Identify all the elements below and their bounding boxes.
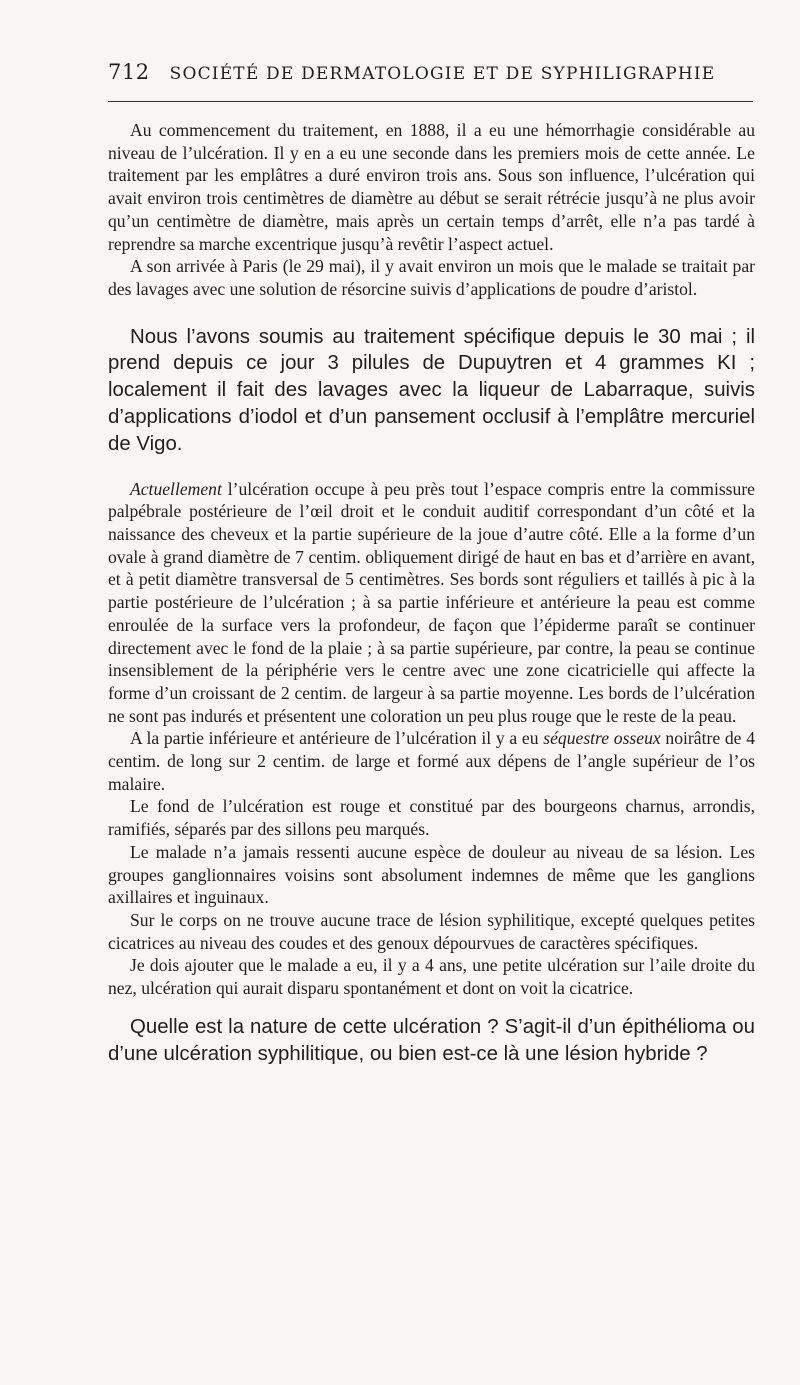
paragraph-sequestrum <box>108 727 755 795</box>
paragraph-ulcer-floor: Le fond de l’ulcération est rouge et constitué par des bourgeons charnus, arrondis, ramifiés, séparés par des sillons peu marqués. <box>108 796 755 840</box>
paragraph-current-state-text: l’ulcération occupe à peu près tout l’espace compris entre la commissure palpébrale postérieure de l’œil droit et le conduit auditif correspondant d’un côté et la naissance des cheveux et la partie supérieure de la joue d’autre côté. Elle a la forme d’un ovale à grand diamètre de 7 centim. obliquement dirigé de haut en bas et d’arrière en avant, et à petit diamètre transversal de 5 centimètres. Ses bords sont réguliers et taillés à pic à la partie postérieure de l’ulcération ; à sa partie inférieure et antérieure la peau est comme enroulée de la surface vers la profondeur, de façon que l’épiderme paraît se continuer directement avec le fond de la plaie ; à sa partie supérieure, par contre, la peau se continue insensiblement de la périphérie vers le centre avec une zone cicatricielle qui affecte la forme d’un croissant de 2 centim. de largeur à sa partie moyenne. Les bords de l’ulcération ne sont pas indurés et présentent une coloration un peu plus rouge que le reste de la peau. <box>108 478 755 726</box>
paragraph-specific-treatment: Nous l’avons soumis au traitement spécifique depuis le 30 mai ; il prend depuis ce jour 3 pilules de Dupuytren et 4 grammes KI ; localement il fait des lavages avec la liqueur de Labarraque, suivis d’applications d’iodol et d’un pansement occlusif à l’emplâtre mercuriel de Vigo. <box>108 325 755 455</box>
sequestrum-text-b: noirâtre de 4 centim. de long sur 2 centim. de large et formé aux dépens de l’angle supérieur de l’os malaire. <box>108 728 755 794</box>
sequestrum-term: séquestre osseux <box>543 728 661 749</box>
body-text <box>108 119 755 1067</box>
paragraph-question: Quelle est la nature de cette ulcération ? S’agit-il d’un épithélioma ou d’une ulcération syphilitique, ou bien est-ce là une lésion hybride ? <box>108 1015 755 1065</box>
sequestrum-text-a: A la partie inférieure et antérieure de l’ulcération il y a eu <box>130 728 544 749</box>
paragraph-current-state <box>108 478 755 728</box>
paragraph-pain-ganglia: Le malade n’a jamais ressenti aucune espèce de douleur au niveau de sa lésion. Les groupes ganglionnaires voisins sont absolument indemnes de même que les ganglions axillaires et inguinaux. <box>108 841 755 908</box>
running-title: SOCIÉTÉ DE DERMATOLOGIE ET DE SYPHILIGRAPHIE <box>169 64 716 84</box>
clinical-description <box>108 478 755 1000</box>
paragraph-nose-ulcer: Je dois ajouter que le malade a eu, il y a 4 ans, une petite ulcération sur l’aile droite du nez, ulcération qui aurait disparu spontanément et dont on voit la cicatrice. <box>108 955 755 999</box>
page-header <box>108 60 753 84</box>
page-number: 712 <box>108 60 150 84</box>
paragraph-arrival-paris: A son arrivée à Paris (le 29 mai), il y avait environ un mois que le malade se traitait par des lavages avec une solution de résorcine suivis d’applications de poudre d’aristol. <box>108 256 755 299</box>
paragraph-treatment-history: Au commencement du traitement, en 1888, il a eu une hémorrhagie considérable au niveau de l’ulcération. Il y en a eu une seconde dans les premiers mois de cette année. Le traitement par les emplâtres a duré environ trois ans. Sous son influence, l’ulcération qui avait environ trois centimètres de diamètre au début se serait rétrécie jusqu’à ne plus avoir qu’un centimètre de diamètre, mais après un certain temps d’arrêt, elle n’a pas tardé à reprendre sa marche excentrique jusqu’à revêtir l’aspect actuel. <box>108 120 755 254</box>
header-rule <box>108 101 753 102</box>
lead-word: Actuellement <box>130 478 222 499</box>
paragraph-body-exam: Sur le corps on ne trouve aucune trace de lésion syphilitique, excepté quelques petites cicatrices au niveau des coudes et des genoux dépourvues de caractères spécifiques. <box>108 909 755 953</box>
